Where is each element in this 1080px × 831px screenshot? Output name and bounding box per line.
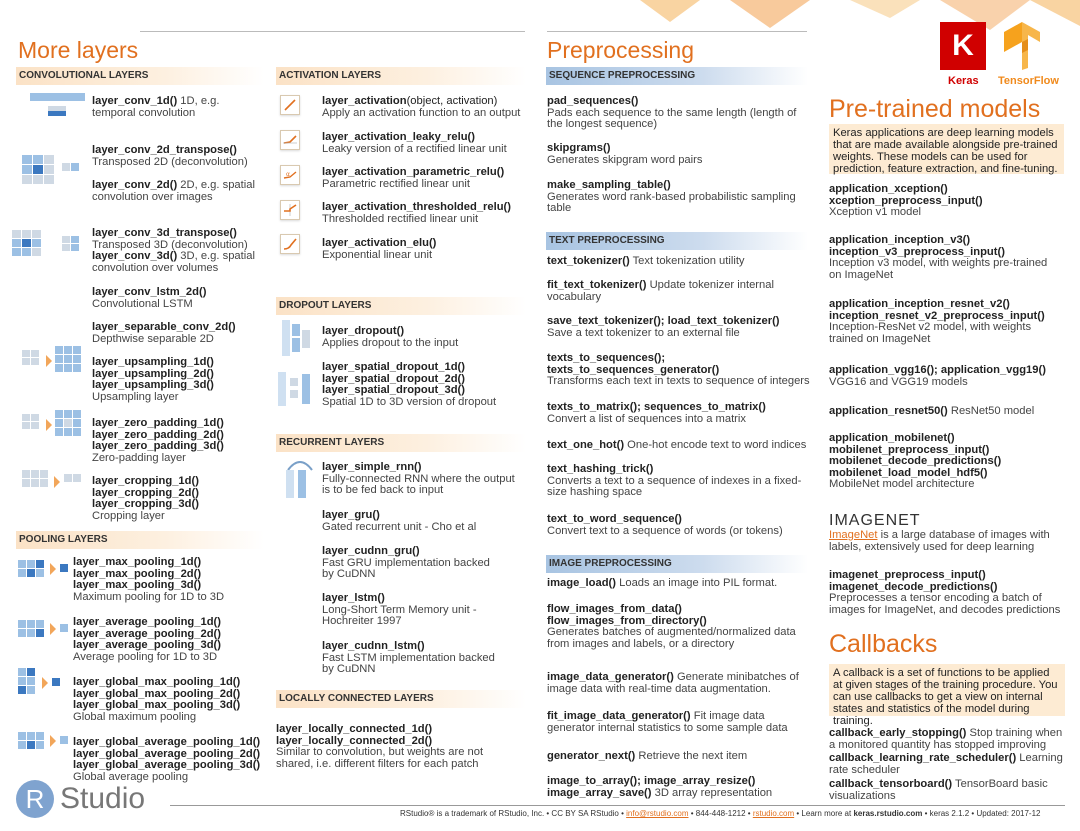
conv3d-transpose-icon — [12, 230, 87, 260]
entry-global-max-pooling: layer_global_max_pooling_1d() layer_global_max_pooling_2d() layer_global_max_pooling_3d() Global maximum pooling — [73, 676, 241, 723]
activation-linear-icon — [280, 95, 300, 115]
entry-image-load: image_load() Loads an image into PIL format. — [547, 577, 778, 589]
entry-generator-next: generator_next() Retrieve the next item — [547, 750, 748, 762]
callbacks-title: Callbacks — [829, 630, 938, 658]
average-pooling-icon — [18, 620, 70, 640]
entry-lstm: layer_lstm() Long-Short Term Memory unit - Hochreiter 1997 — [322, 592, 477, 627]
entry-conv3d-transpose: layer_conv_3d_transpose() Transposed 3D (deconvolution) layer_conv_3d() 3D, e.g. spatial convolution over volumes — [92, 227, 255, 274]
more-layers-title: More layers — [18, 37, 139, 63]
conv1d-icon — [30, 93, 85, 121]
entry-zero-padding: layer_zero_padding_1d() layer_zero_padding_2d() layer_zero_padding_3d() Zero-padding layer — [92, 417, 224, 464]
entry-skipgrams: skipgrams() Generates skipgram word pairs — [547, 142, 703, 166]
entry-inception-v3: application_inception_v3() inception_v3_preprocess_input() Inception v3 model, with weights pre-trained on ImageNet — [829, 234, 1048, 281]
entry-cropping: layer_cropping_1d() layer_cropping_2d() layer_cropping_3d() Cropping layer — [92, 475, 199, 522]
entry-imagenet-preprocess: imagenet_preprocess_input() imagenet_decode_predictions() Preprocesses a tensor encoding a batch of images for ImageNet, and decodes predictions — [829, 569, 1061, 616]
entry-average-pooling: layer_average_pooling_1d() layer_average_pooling_2d() layer_average_pooling_3d() Average pooling for 1D to 3D — [73, 616, 221, 663]
tensorflow-label: TensorFlow — [998, 75, 1059, 87]
entry-conv-lstm-2d: layer_conv_lstm_2d() Convolutional LSTM — [92, 286, 207, 310]
band-locally-connected: LOCALLY CONNECTED LAYERS — [276, 690, 526, 708]
band-convolutional: CONVOLUTIONAL LAYERS — [16, 67, 264, 85]
global-max-pooling-icon — [18, 668, 70, 698]
entry-cudnn-gru: layer_cudnn_gru() Fast GRU implementation backed by CuDNN — [322, 545, 490, 580]
title-rule-right — [547, 31, 807, 32]
dropout-icon — [282, 320, 312, 360]
entry-conv2d-transpose: layer_conv_2d_transpose() Transposed 2D (deconvolution) — [92, 144, 248, 168]
rstudio-logo — [16, 780, 166, 820]
footer-text: RStudio® is a trademark of RStudio, Inc. • CC BY SA RStudio • info@rstudio.com • 844-448-1212 • rstudio.com • Learn more at keras.rstudio.com • keras 2.1.2 • Updated: 2017-12 — [400, 809, 1041, 818]
entry-make-sampling-table: make_sampling_table() Generates word rank-based probabilistic sampling table — [547, 179, 796, 214]
entry-upsampling: layer_upsampling_1d() layer_upsampling_2d() layer_upsampling_3d() Upsampling layer — [92, 356, 214, 403]
entry-text-one-hot: text_one_hot() One-hot encode text to word indices — [547, 439, 807, 451]
entry-thresholded-relu: layer_activation_thresholded_relu() Thresholded rectified linear unit — [322, 201, 512, 225]
entry-elu: layer_activation_elu() Exponential linear unit — [322, 237, 437, 261]
entry-save-text-tokenizer: save_text_tokenizer(); load_text_tokenizer() Save a text tokenizer to an external file — [547, 315, 780, 339]
footer-site-link[interactable]: rstudio.com — [752, 809, 795, 818]
entry-text-tokenizer: text_tokenizer() Text tokenization utility — [547, 255, 745, 267]
footer-rule — [170, 805, 1065, 806]
entry-dropout: layer_dropout() Applies dropout to the input — [322, 325, 459, 349]
band-pooling: POOLING LAYERS — [16, 531, 264, 549]
entry-simple-rnn: layer_simple_rnn() Fully-connected RNN where the output is to be fed back to input — [322, 461, 515, 496]
activation-thresholded-relu-icon — [280, 200, 300, 220]
entry-locally-connected: layer_locally_connected_1d() layer_locally_connected_2d() Similar to convolution, but weights are not shared, i.e. different filters for each patch — [276, 723, 484, 770]
rnn-icon — [284, 458, 316, 500]
entry-tensorboard: callback_tensorboard() TensorBoard basic visualizations — [829, 778, 1048, 802]
pretrained-note: Keras applications are deep learning models that are made available alongside pre-trained weights. These models can be used for prediction, feature extraction, and fine-tuning. — [829, 124, 1064, 174]
entry-texts-to-matrix: texts_to_matrix(); sequences_to_matrix() Convert a list of sequences into a matrix — [547, 401, 766, 425]
entry-parametric-relu: layer_activation_parametric_relu() Parametric rectified linear unit — [322, 166, 505, 190]
upsampling-icon — [22, 346, 87, 376]
entry-fit-image-data-generator: fit_image_data_generator() Fit image data generator internal statistics to some sample data — [547, 710, 788, 734]
entry-resnet50: application_resnet50() ResNet50 model — [829, 405, 1035, 417]
entry-conv2d: layer_conv_2d() 2D, e.g. spatial convolution over images — [92, 179, 255, 203]
pretrained-models-title: Pre-trained models — [829, 95, 1041, 123]
entry-text-hashing-trick: text_hashing_trick() Converts a text to a sequence of indexes in a fixed- size hashing space — [547, 463, 802, 498]
svg-text:α: α — [286, 171, 290, 178]
footer-learn-link[interactable]: keras.rstudio.com — [853, 809, 923, 818]
entry-vgg: application_vgg16(); application_vgg19() VGG16 and VGG19 models — [829, 364, 1046, 388]
preprocessing-title: Preprocessing — [547, 37, 695, 63]
cropping-icon — [22, 470, 87, 500]
imagenet-link[interactable]: ImageNet — [829, 529, 878, 541]
entry-conv1d: layer_conv_1d() 1D, e.g. temporal convolution — [92, 95, 220, 119]
entry-spatial-dropout: layer_spatial_dropout_1d() layer_spatial_dropout_2d() layer_spatial_dropout_3d() Spatial 1D to 3D version of dropout — [322, 361, 497, 408]
entry-lr-scheduler: callback_learning_rate_scheduler() Learning rate scheduler — [829, 752, 1063, 776]
imagenet-logo: IMAGENET — [829, 512, 921, 529]
footer-email-link[interactable]: info@rstudio.com — [626, 809, 689, 818]
band-sequence-preprocessing: SEQUENCE PREPROCESSING — [546, 67, 808, 85]
entry-text-to-word-sequence: text_to_word_sequence() Convert text to a sequence of words (or tokens) — [547, 513, 783, 537]
entry-early-stopping: callback_early_stopping() Stop training when a monitored quantity has stopped improving — [829, 727, 1063, 751]
entry-texts-to-sequences: texts_to_sequences(); texts_to_sequences_generator() Transforms each text in texts to sequence of integers — [547, 352, 810, 387]
entry-inception-resnet-v2: application_inception_resnet_v2() inception_resnet_v2_preprocess_input() Inception-ResNet v2 model, with weights trained on ImageNet — [829, 298, 1045, 345]
entry-image-data-generator: image_data_generator() Generate minibatches of image data with real-time data augmentation. — [547, 671, 799, 695]
entry-pad-sequences: pad_sequences() Pads each sequence to the same length (length of the longest sequence) — [547, 95, 797, 130]
title-rule — [140, 31, 525, 32]
band-dropout: DROPOUT LAYERS — [276, 297, 526, 315]
spatial-dropout-icon — [278, 372, 314, 412]
band-text-preprocessing: TEXT PREPROCESSING — [546, 232, 808, 250]
entry-flow-images: flow_images_from_data() flow_images_from_directory() Generates batches of augmented/normalized data from images and labels, or a directory — [547, 603, 796, 650]
entry-mobilenet: application_mobilenet() mobilenet_preprocess_input() mobilenet_decode_predictions() mobilenet_load_model_hdf5() MobileNet model architecture — [829, 432, 1002, 490]
global-average-pooling-icon — [18, 732, 70, 752]
entry-separable-conv-2d: layer_separable_conv_2d() Depthwise separable 2D — [92, 321, 236, 345]
activation-parametric-relu-icon — [280, 165, 300, 185]
band-image-preprocessing: IMAGE PREPROCESSING — [546, 555, 808, 573]
entry-image-to-array: image_to_array(); image_array_resize() image_array_save() 3D array representation — [547, 775, 773, 799]
tensorflow-logo — [1000, 20, 1044, 72]
keras-logo: K — [940, 22, 986, 70]
entry-xception: application_xception() xception_preprocess_input() Xception v1 model — [829, 183, 983, 218]
entry-cudnn-lstm: layer_cudnn_lstm() Fast LSTM implementation backed by CuDNN — [322, 640, 495, 675]
conv2d-transpose-icon — [22, 155, 82, 185]
entry-fit-text-tokenizer: fit_text_tokenizer() Update tokenizer internal vocabulary — [547, 279, 774, 303]
activation-elu-icon — [280, 234, 300, 254]
keras-label: Keras — [948, 75, 979, 87]
max-pooling-icon — [18, 560, 70, 580]
entry-activation: layer_activation(object, activation) Apply an activation function to an output — [322, 95, 521, 119]
rstudio-r-circle: R — [16, 780, 54, 818]
entry-leaky-relu: layer_activation_leaky_relu() Leaky version of a rectified linear unit — [322, 131, 507, 155]
entry-gru: layer_gru() Gated recurrent unit - Cho et al — [322, 509, 477, 533]
band-recurrent: RECURRENT LAYERS — [276, 434, 526, 452]
zero-padding-icon — [22, 410, 87, 440]
entry-global-average-pooling: layer_global_average_pooling_1d() layer_global_average_pooling_2d() layer_global_average_pooling_3d() Global average pooling — [73, 736, 261, 783]
rstudio-wordmark: Studio — [60, 782, 146, 815]
callbacks-note: A callback is a set of functions to be applied at given stages of the training procedure. You can use callbacks to get a view on internal states and statistics of the model during training. — [829, 664, 1065, 716]
activation-leaky-relu-icon — [280, 130, 300, 150]
entry-imagenet: ImageNet is a large database of images with labels, extensively used for deep learning — [829, 529, 1050, 553]
band-activation: ACTIVATION LAYERS — [276, 67, 526, 85]
entry-max-pooling: layer_max_pooling_1d() layer_max_pooling_2d() layer_max_pooling_3d() Maximum pooling for 1D to 3D — [73, 556, 225, 603]
